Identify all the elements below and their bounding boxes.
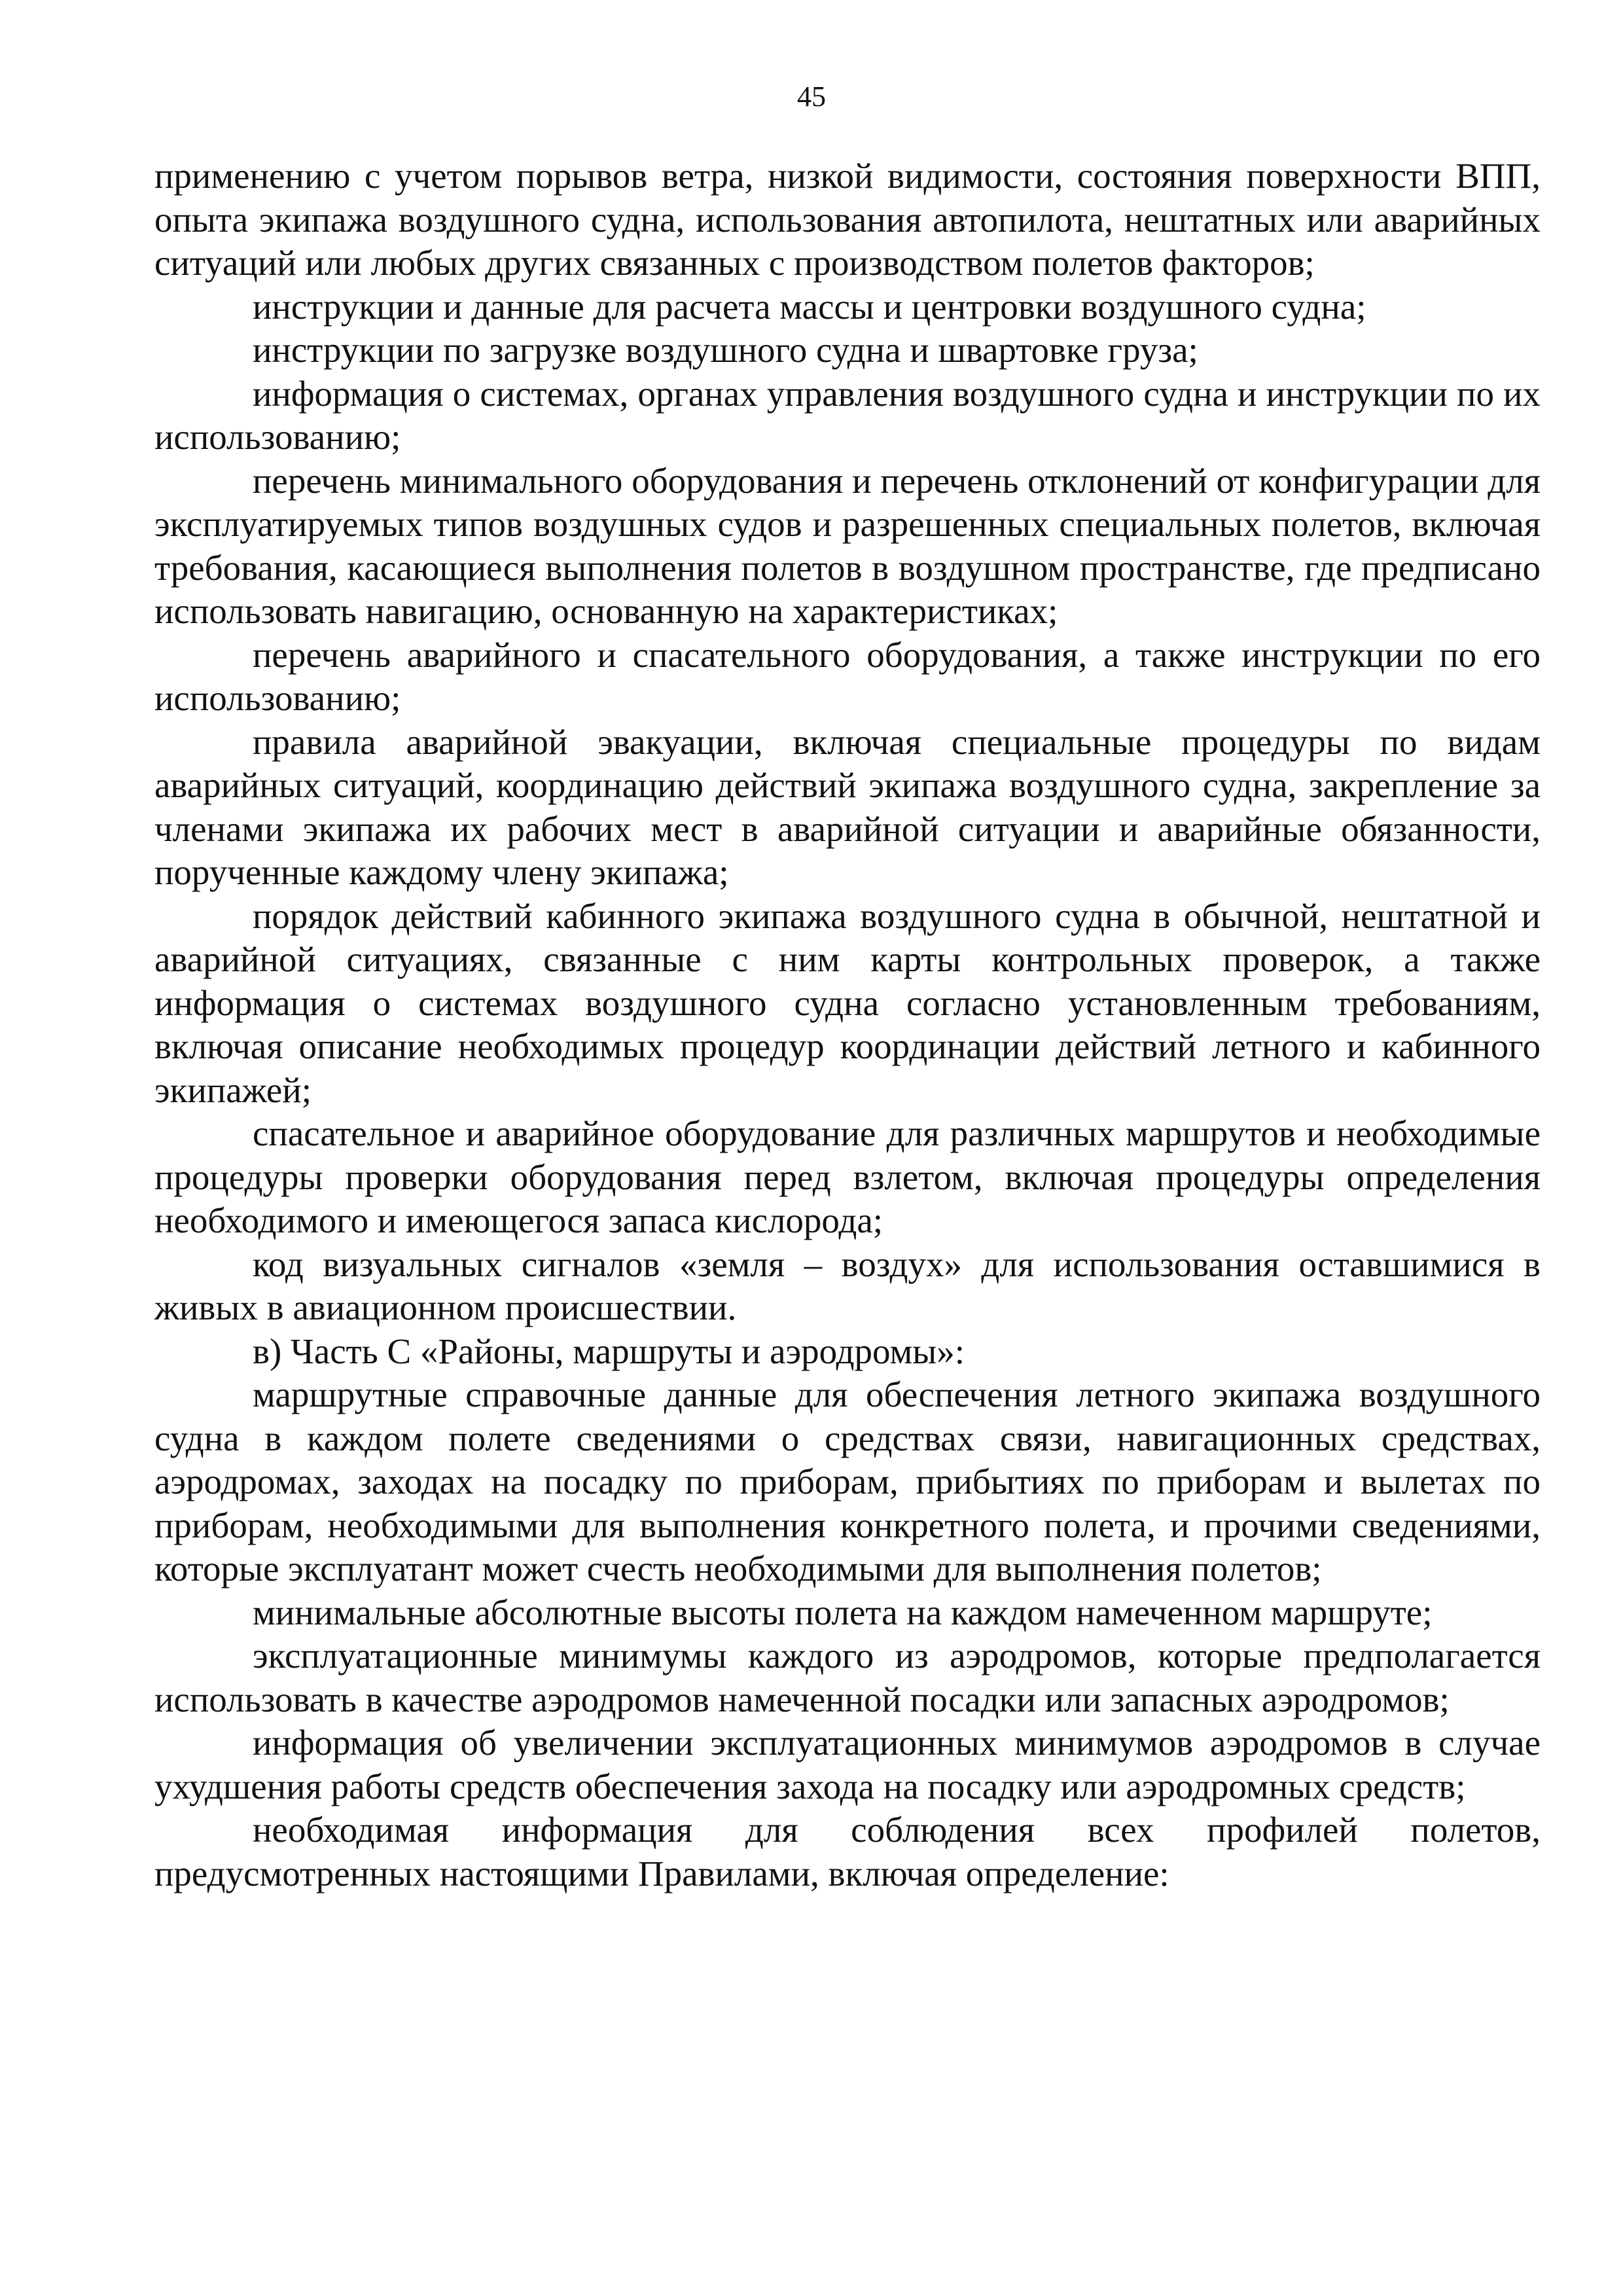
paragraph-ground-air-signals: код визуальных сигналов «земля – воздух» для использования оставшимися в живых в авиационном происшествии. [154, 1244, 1541, 1327]
paragraph-continuation: применению с учетом порывов ветра, низкой видимости, состояния поверхности ВПП, опыта экипажа воздушного судна, использования автопилота, нештатных или аварийных ситуаций или любых других связанных с производством полетов факторов; [154, 156, 1541, 283]
paragraph-operating-minima: эксплуатационные минимумы каждого из аэродромов, которые предполагается использовать в качестве аэродромов намеченной посадки или запасных аэродромов; [154, 1636, 1541, 1719]
paragraph-flight-profiles: необходимая информация для соблюдения всех профилей полетов, предусмотренных настоящими Правилами, включая определение: [154, 1810, 1541, 1893]
paragraph-emergency-equipment: перечень аварийного и спасательного оборудования, а также инструкции по его использованию; [154, 634, 1541, 718]
paragraph-cabin-crew: порядок действий кабинного экипажа воздушного судна в обычной, нештатной и аварийной ситуациях, связанные с ним карты контрольных проверок, а также информация о системах воздушного судна согласно установленным требованиям, включая описание необходимых процедур координации действий летного и кабинного экипажей; [154, 895, 1541, 1110]
paragraph-mel: перечень минимального оборудования и перечень отклонений от конфигурации для эксплуатируемых типов воздушных судов и разрешенных специальных полетов, включая требования, касающиеся выполнения полетов в воздушном пространстве, где предписано использовать навигацию, основанную на характеристиках; [154, 460, 1541, 631]
paragraph-mass-balance: инструкции и данные для расчета массы и центровки воздушного судна; [253, 286, 1366, 327]
document-body [154, 154, 1541, 1895]
paragraph-survival-equipment: спасательное и аварийное оборудование для различных маршрутов и необходимые процедуры проверки оборудования перед взлетом, включая процедуры определения необходимого и имеющегося запаса кислорода; [154, 1113, 1541, 1240]
paragraph-minima-increase: информация об увеличении эксплуатационных минимумов аэродромов в случае ухудшения работы средств обеспечения захода на посадку или аэродромных средств; [154, 1723, 1541, 1806]
paragraph-loading: инструкции по загрузке воздушного судна и швартовке груза; [253, 330, 1198, 370]
section-heading-part-c: в) Часть C «Районы, маршруты и аэродромы»: [253, 1331, 965, 1371]
paragraph-evacuation: правила аварийной эвакуации, включая специальные процедуры по видам аварийных ситуаций, координацию действий экипажа воздушного судна, закрепление за членами экипажа их рабочих мест в аварийной ситуации и аварийные обязанности, порученные каждому члену экипажа; [154, 721, 1541, 892]
paragraph-minimum-altitudes: минимальные абсолютные высоты полета на каждом намеченном маршруте; [253, 1592, 1433, 1632]
paragraph-route-guide: маршрутные справочные данные для обеспечения летного экипажа воздушного судна в каждом полете сведениями о средствах связи, навигационных средствах, аэродромах, заходах на посадку по приборам, прибытиях по приборам и вылетах по приборам, необходимыми для выполнения конкретного полета, и прочими сведениями, которые эксплуатант может счесть необходимыми для выполнения полетов; [154, 1374, 1541, 1588]
paragraph-systems: информация о системах, органах управления воздушного судна и инструкции по их использованию; [154, 373, 1541, 457]
page-number: 45 [797, 81, 826, 113]
